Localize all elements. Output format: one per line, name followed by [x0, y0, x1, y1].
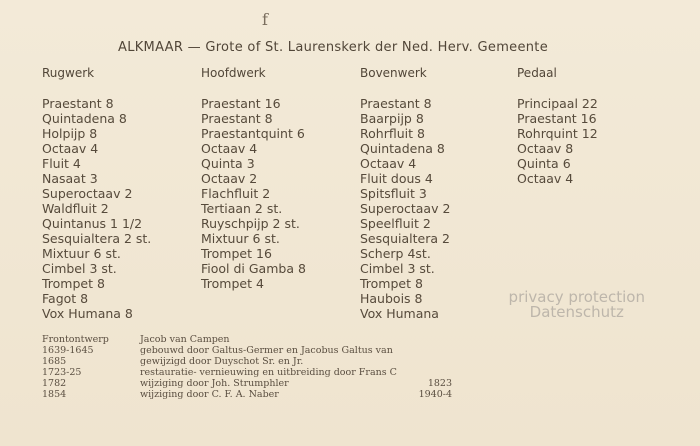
- column-pedaal: [517, 66, 598, 186]
- stop-item: Vox Humana 8: [42, 306, 133, 321]
- stop-item: Sesquialtera 2: [360, 231, 450, 246]
- history-description: wijziging door C. F. A. Naber: [140, 389, 279, 400]
- history-description: restauratie- vernieuwing en uitbreiding door Frans C: [140, 367, 397, 378]
- history-date-right: 1940-4: [418, 389, 452, 400]
- history-date-right: 1823: [427, 378, 452, 389]
- column-bovenwerk: [360, 66, 450, 321]
- column-heading: Pedaal: [517, 66, 557, 80]
- history-table: [42, 334, 452, 400]
- stop-item: Holpijp 8: [42, 126, 98, 141]
- history-year: 1685: [42, 356, 67, 367]
- stop-item: Trompet 16: [201, 246, 272, 261]
- stop-list: [517, 96, 598, 186]
- history-year: 1723-25: [42, 367, 82, 378]
- stop-item: Quinta 3: [201, 156, 255, 171]
- stop-list: [201, 96, 306, 291]
- stop-item: Praestant 8: [360, 96, 432, 111]
- stop-item: Octaav 4: [360, 156, 417, 171]
- history-year: Frontontwerp: [42, 334, 109, 345]
- stop-item: Octaav 2: [201, 171, 258, 186]
- stop-item: Quintadena 8: [360, 141, 445, 156]
- stop-item: Fagot 8: [42, 291, 89, 306]
- stop-item: Scherp 4st.: [360, 246, 431, 261]
- history-year: 1639-1645: [42, 345, 94, 356]
- page-title: ALKMAAR — Grote of St. Laurenskerk der Ned. Herv. Gemeente: [118, 40, 548, 55]
- stop-item: Octaav 4: [42, 141, 99, 156]
- stop-item: Vox Humana: [360, 306, 439, 321]
- stop-item: Rohrfluit 8: [360, 126, 425, 141]
- stop-item: Baarpijp 8: [360, 111, 424, 126]
- history-description: wijziging door Joh. Strumphler: [140, 378, 289, 389]
- history-row: [42, 389, 452, 400]
- stop-item: Quintadena 8: [42, 111, 127, 126]
- stop-item: Cimbel 3 st.: [42, 261, 117, 276]
- history-row: [42, 334, 452, 345]
- stop-item: Superoctaav 2: [360, 201, 451, 216]
- stop-item: Superoctaav 2: [42, 186, 133, 201]
- history-description: Jacob van Campen: [140, 334, 230, 345]
- stop-item: Quintanus 1 1/2: [42, 216, 143, 231]
- stop-item: Cimbel 3 st.: [360, 261, 435, 276]
- column-heading: Bovenwerk: [360, 66, 427, 80]
- history-year: 1854: [42, 389, 67, 400]
- stop-item: Sesquialtera 2 st.: [42, 231, 152, 246]
- history-row: [42, 378, 452, 389]
- column-heading: Rugwerk: [42, 66, 95, 80]
- stop-item: Flachfluit 2: [201, 186, 271, 201]
- stop-list: [360, 96, 450, 321]
- stop-item: Praestant 16: [517, 111, 597, 126]
- stop-item: Rohrquint 12: [517, 126, 598, 141]
- watermark-line: privacy protection: [508, 288, 645, 306]
- history-row: [42, 367, 452, 378]
- stop-item: Praestant 8: [42, 96, 114, 111]
- stop-item: Tertiaan 2 st.: [201, 201, 283, 216]
- stop-item: Praestant 16: [201, 96, 281, 111]
- stop-item: Haubois 8: [360, 291, 423, 306]
- watermark-line: Datenschutz: [529, 303, 624, 321]
- history-year: 1782: [42, 378, 67, 389]
- stop-list: [42, 96, 151, 321]
- history-row: [42, 356, 452, 367]
- stop-item: Waldfluit 2: [42, 201, 109, 216]
- column-hoofdwerk: [201, 66, 306, 291]
- stop-item: Fluit 4: [42, 156, 81, 171]
- stop-item: Quinta 6: [517, 156, 571, 171]
- stop-item: Mixtuur 6 st.: [42, 246, 121, 261]
- stop-item: Nasaat 3: [42, 171, 98, 186]
- column-heading: Hoofdwerk: [201, 66, 266, 80]
- stop-item: Praestantquint 6: [201, 126, 305, 141]
- stop-item: Ruyschpijp 2 st.: [201, 216, 300, 231]
- stop-item: Fluit dous 4: [360, 171, 433, 186]
- history-row: [42, 345, 452, 356]
- stop-item: Octaav 4: [201, 141, 258, 156]
- stop-item: Principaal 22: [517, 96, 598, 111]
- history-description: gewijzigd door Duyschot Sr. en Jr.: [140, 356, 304, 367]
- stop-item: Praestant 8: [201, 111, 273, 126]
- watermark: [509, 290, 645, 320]
- column-rugwerk: [42, 66, 151, 321]
- handwritten-mark: f: [262, 10, 268, 29]
- stop-item: Spitsfluit 3: [360, 186, 427, 201]
- stop-item: Trompet 8: [360, 276, 423, 291]
- stop-item: Mixtuur 6 st.: [201, 231, 280, 246]
- stop-item: Octaav 8: [517, 141, 574, 156]
- stop-item: Trompet 4: [201, 276, 264, 291]
- stop-item: Fiool di Gamba 8: [201, 261, 306, 276]
- stop-item: Speelfluit 2: [360, 216, 431, 231]
- stop-item: Octaav 4: [517, 171, 574, 186]
- stop-item: Trompet 8: [42, 276, 105, 291]
- history-description: gebouwd door Galtus-Germer en Jacobus Galtus van: [140, 345, 393, 356]
